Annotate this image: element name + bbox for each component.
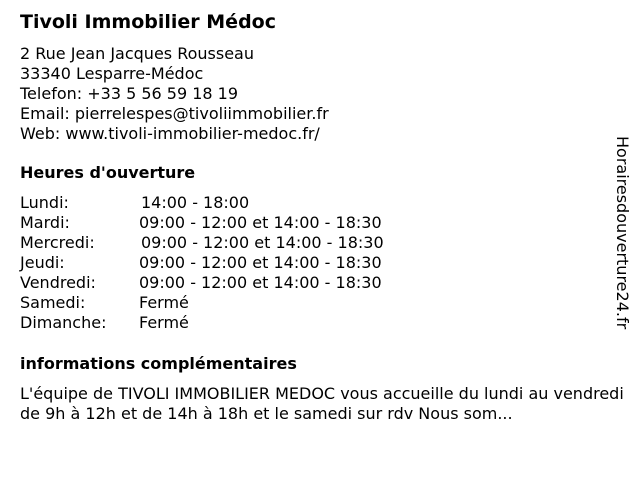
- web-line[interactable]: Web: www.tivoli-immobilier-medoc.fr/: [20, 124, 320, 143]
- business-name: Tivoli Immobilier Médoc: [20, 11, 276, 33]
- hours-row-samedi: [20, 293, 440, 313]
- hours-row-lundi: [20, 193, 440, 213]
- hours-row-vendredi: [20, 273, 440, 293]
- address-line-1: 2 Rue Jean Jacques Rousseau: [20, 44, 254, 63]
- hours-row-mardi: [20, 213, 440, 233]
- side-brand[interactable]: [612, 136, 632, 346]
- hours-day-label: Jeudi:: [20, 253, 65, 272]
- hours-day-label: Vendredi:: [20, 273, 96, 292]
- hours-row-jeudi: [20, 253, 440, 273]
- opening-hours-heading: Heures d'ouverture: [20, 163, 196, 182]
- opening-hours-table: [20, 193, 440, 333]
- hours-time-value: 09:00 - 12:00 et 14:00 - 18:30: [139, 273, 382, 292]
- email-line[interactable]: Email: pierrelespes@tivoliimmobilier.fr: [20, 104, 329, 123]
- hours-time-value: Fermé: [139, 313, 189, 332]
- hours-time-value: 09:00 - 12:00 et 14:00 - 18:30: [139, 253, 382, 272]
- hours-time-value: 09:00 - 12:00 et 14:00 - 18:30: [139, 213, 382, 232]
- hours-row-mercredi: [20, 233, 440, 253]
- phone-line[interactable]: Telefon: +33 5 56 59 18 19: [20, 84, 239, 103]
- hours-row-dimanche: [20, 313, 440, 333]
- hours-time-value: Fermé: [139, 293, 189, 312]
- address-line-2: 33340 Lesparre-Médoc: [20, 64, 204, 83]
- additional-info-heading: informations complémentaires: [20, 354, 297, 373]
- contact-block: [20, 44, 605, 144]
- side-brand-label: Horairesdouverture24.fr: [613, 136, 632, 330]
- additional-info-text: L'équipe de TIVOLI IMMOBILIER MEDOC vous accueille du lundi au vendredi de 9h à 12h et de 14h à 18h et le samedi sur rdv Nous som...: [20, 384, 624, 423]
- hours-day-label: Dimanche:: [20, 313, 107, 332]
- hours-day-label: Mercredi:: [20, 233, 95, 252]
- hours-time-value: 14:00 - 18:00: [141, 193, 250, 212]
- opening-hours-section: [20, 163, 384, 332]
- hours-day-label: Lundi:: [20, 193, 69, 212]
- hours-day-label: Mardi:: [20, 213, 70, 232]
- additional-info-section: [20, 354, 625, 423]
- hours-day-label: Samedi:: [20, 293, 86, 312]
- hours-time-value: 09:00 - 12:00 et 14:00 - 18:30: [141, 233, 384, 252]
